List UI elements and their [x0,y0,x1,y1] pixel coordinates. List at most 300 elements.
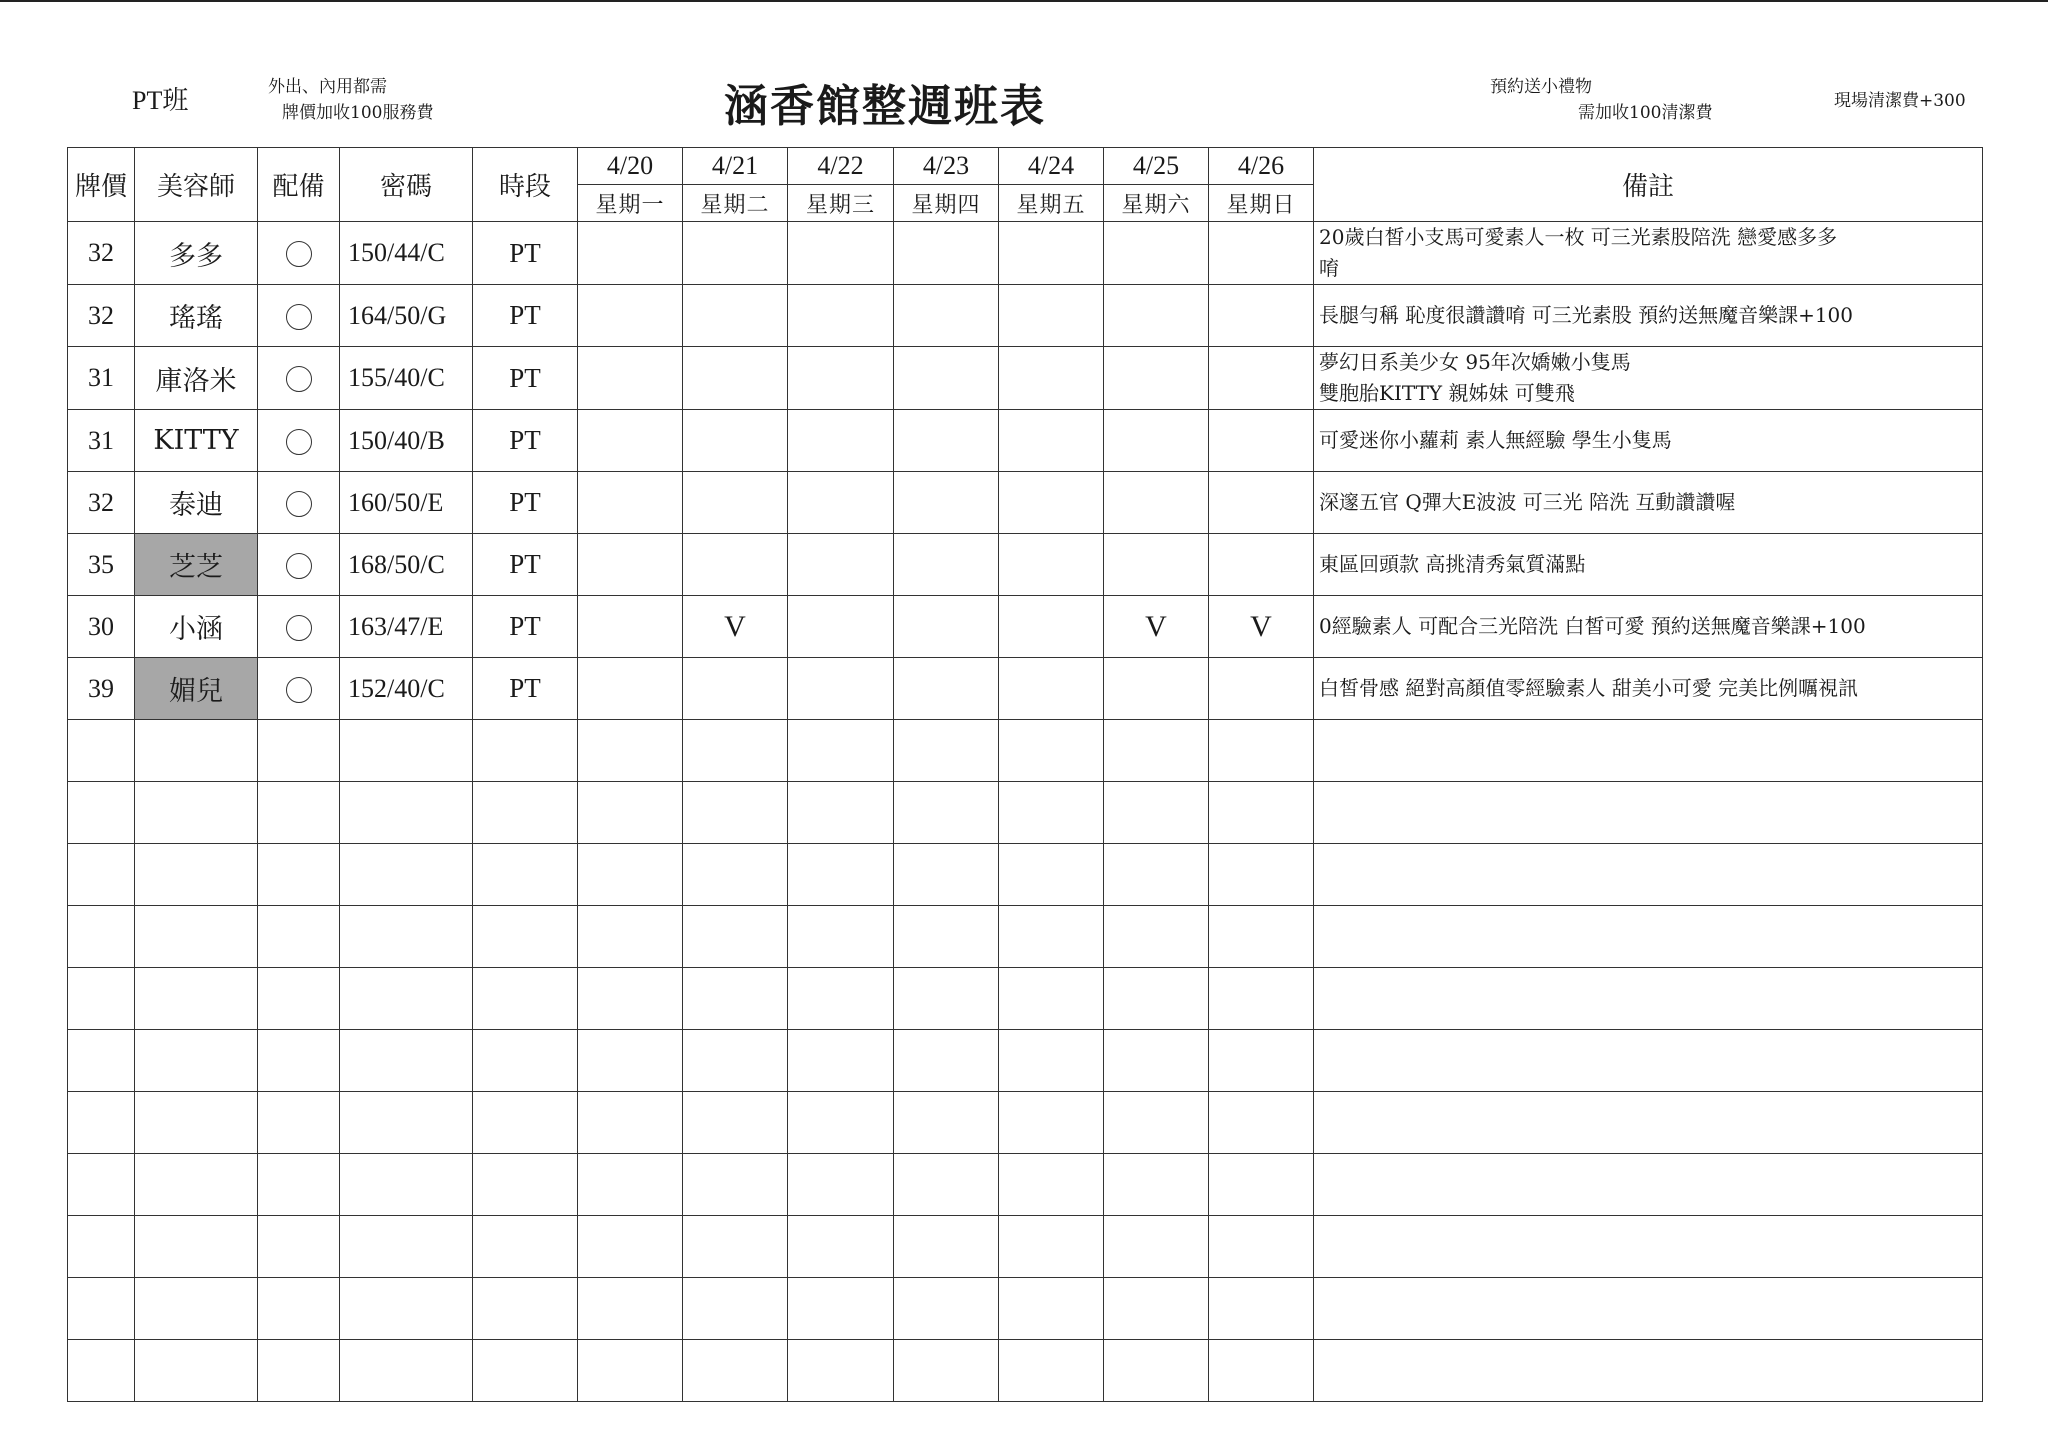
empty-cell [578,1216,683,1278]
remark-line: 唷 [1319,256,1339,280]
price-cell: 32 [68,472,135,534]
remark-cell [1314,347,1983,410]
empty-cell [258,968,340,1030]
day-cell [683,534,788,596]
circle-icon [286,366,312,392]
empty-cell [999,1340,1104,1402]
header-weekday-5: 星期五 [999,185,1104,222]
empty-cell [1314,1030,1983,1092]
empty-cell [1209,1340,1314,1402]
header-date-7: 4/26 [1209,148,1314,185]
empty-table-row [68,1092,1983,1154]
empty-cell [340,1030,473,1092]
empty-cell [1314,968,1983,1030]
price-cell: 32 [68,222,135,285]
empty-cell [1209,1030,1314,1092]
empty-cell [578,1278,683,1340]
service-fee-note-line1: 外出、內用都需 [268,77,387,97]
empty-cell [68,906,135,968]
empty-cell [1104,906,1209,968]
day-cell [1104,534,1209,596]
day-cell [999,534,1104,596]
empty-cell [1209,1278,1314,1340]
empty-cell [788,844,894,906]
remark-cell [1314,285,1983,347]
shift-cell: PT [473,222,578,285]
code-cell: 150/40/B [340,410,473,472]
table-row [68,472,1983,534]
day-cell [788,596,894,658]
day-cell [1209,347,1314,410]
empty-cell [340,968,473,1030]
empty-cell [894,782,999,844]
day-cell [788,472,894,534]
empty-cell [999,1216,1104,1278]
day-cell [683,410,788,472]
shift-cell: PT [473,534,578,596]
empty-cell [473,906,578,968]
empty-cell [1209,1092,1314,1154]
therapist-name: 芝芝 [135,534,258,596]
empty-cell [1314,844,1983,906]
equipment-cell [258,222,340,285]
therapist-name: 瑤瑤 [135,285,258,347]
therapist-name: KITTY [135,410,258,472]
day-cell [1209,472,1314,534]
header-date-1: 4/20 [578,148,683,185]
day-cell [999,347,1104,410]
page-title: 涵香館整週班表 [724,81,1046,132]
empty-cell [1314,906,1983,968]
remark-line: 白皙骨感 絕對高顏值零經驗素人 甜美小可愛 完美比例𡂖視訊 [1319,676,1859,700]
empty-cell [683,720,788,782]
table-row [68,222,1983,285]
empty-cell [68,782,135,844]
empty-cell [1209,1216,1314,1278]
remark-line: 可愛迷你小蘿莉 素人無經驗 學生小隻馬 [1319,428,1672,452]
empty-cell [68,844,135,906]
day-cell [578,285,683,347]
header-weekday-3: 星期三 [788,185,894,222]
empty-cell [68,968,135,1030]
empty-cell [135,1154,258,1216]
empty-cell [788,968,894,1030]
empty-cell [999,1154,1104,1216]
day-cell [894,658,999,720]
empty-cell [894,1030,999,1092]
empty-cell [999,720,1104,782]
empty-cell [258,1216,340,1278]
empty-cell [68,720,135,782]
empty-table-row [68,968,1983,1030]
empty-cell [473,1340,578,1402]
circle-icon [286,553,312,579]
shift-cell: PT [473,410,578,472]
empty-cell [473,1030,578,1092]
day-cell [1104,222,1209,285]
day-cell [788,222,894,285]
day-cell [683,222,788,285]
remark-cell [1314,596,1983,658]
empty-cell [1209,844,1314,906]
equipment-cell [258,410,340,472]
empty-cell [68,1278,135,1340]
empty-cell [135,844,258,906]
header-weekday-6: 星期六 [1104,185,1209,222]
code-cell: 150/44/C [340,222,473,285]
day-cell [578,534,683,596]
empty-cell [578,844,683,906]
shift-class-label: PT班 [132,86,189,115]
code-cell: 168/50/C [340,534,473,596]
empty-cell [894,844,999,906]
day-cell [894,347,999,410]
empty-cell [578,1154,683,1216]
empty-cell [473,1154,578,1216]
circle-icon [286,491,312,517]
empty-cell [578,906,683,968]
header-weekday-2: 星期二 [683,185,788,222]
empty-cell [788,720,894,782]
price-cell: 31 [68,410,135,472]
header-weekday-7: 星期日 [1209,185,1314,222]
header-weekday-1: 星期一 [578,185,683,222]
remark-cell [1314,222,1983,285]
empty-cell [473,1216,578,1278]
empty-cell [340,844,473,906]
empty-cell [683,1092,788,1154]
empty-table-row [68,1030,1983,1092]
remark-cell [1314,658,1983,720]
empty-cell [258,1278,340,1340]
empty-cell [135,1216,258,1278]
empty-cell [683,906,788,968]
empty-cell [340,720,473,782]
empty-cell [1314,1340,1983,1402]
day-cell [894,285,999,347]
price-cell: 31 [68,347,135,410]
circle-icon [286,429,312,455]
empty-cell [135,968,258,1030]
day-cell [788,347,894,410]
empty-cell [578,1092,683,1154]
header-date-4: 4/23 [894,148,999,185]
empty-cell [68,1030,135,1092]
empty-cell [473,968,578,1030]
empty-cell [473,782,578,844]
table-row [68,534,1983,596]
empty-cell [258,782,340,844]
gift-note-line1: 預約送小禮物 [1490,77,1592,97]
empty-cell [683,1030,788,1092]
therapist-name: 多多 [135,222,258,285]
day-cell [683,472,788,534]
remark-line: 夢幻日系美少女 95年次嬌嫩小隻馬 [1319,350,1631,374]
empty-cell [894,1216,999,1278]
cleaning-fee-note: 現場清潔費+300 [1834,91,1966,111]
header-code: 密碼 [340,148,473,222]
empty-table-row [68,906,1983,968]
schedule-body [68,222,1983,1402]
circle-icon [286,677,312,703]
empty-cell [999,844,1104,906]
table-row [68,347,1983,410]
circle-icon [286,304,312,330]
day-cell [1209,658,1314,720]
empty-cell [1104,782,1209,844]
day-cell [894,472,999,534]
table-row [68,285,1983,347]
day-cell [683,658,788,720]
day-cell: V [683,596,788,658]
empty-cell [258,1154,340,1216]
price-cell: 30 [68,596,135,658]
day-cell [1104,658,1209,720]
day-cell [1209,285,1314,347]
therapist-name: 媚兒 [135,658,258,720]
empty-cell [578,1340,683,1402]
empty-cell [578,782,683,844]
day-cell [894,222,999,285]
day-cell [788,658,894,720]
empty-cell [1104,1278,1209,1340]
remark-cell [1314,534,1983,596]
therapist-name: 泰迪 [135,472,258,534]
header-date-3: 4/22 [788,148,894,185]
empty-cell [340,1092,473,1154]
remark-line: 雙胞胎KITTY 親姊妹 可雙飛 [1319,381,1575,405]
empty-cell [135,782,258,844]
empty-table-row [68,720,1983,782]
empty-cell [1209,968,1314,1030]
empty-cell [340,1216,473,1278]
equipment-cell [258,596,340,658]
empty-cell [1104,1030,1209,1092]
empty-table-row [68,1216,1983,1278]
header-date-6: 4/25 [1104,148,1209,185]
day-cell [999,285,1104,347]
day-cell: V [1209,596,1314,658]
shift-cell: PT [473,596,578,658]
top-border-line [0,0,2048,2]
empty-cell [683,1340,788,1402]
day-cell [1209,222,1314,285]
header-shift: 時段 [473,148,578,222]
empty-cell [894,1278,999,1340]
code-cell: 152/40/C [340,658,473,720]
empty-cell [340,1154,473,1216]
empty-cell [340,1340,473,1402]
day-cell [788,285,894,347]
empty-cell [68,1340,135,1402]
therapist-name: 小涵 [135,596,258,658]
header-date-2: 4/21 [683,148,788,185]
empty-cell [1314,720,1983,782]
day-cell [894,410,999,472]
empty-cell [258,720,340,782]
therapist-name: 庫洛米 [135,347,258,410]
empty-cell [683,968,788,1030]
empty-cell [68,1092,135,1154]
day-cell [999,596,1104,658]
empty-cell [258,1092,340,1154]
empty-cell [473,844,578,906]
day-cell [578,410,683,472]
empty-cell [1104,1216,1209,1278]
empty-cell [999,1092,1104,1154]
table-row [68,658,1983,720]
empty-cell [1209,1154,1314,1216]
empty-cell [788,1154,894,1216]
weekly-schedule-table [67,147,1983,1402]
code-cell: 160/50/E [340,472,473,534]
empty-cell [1314,1092,1983,1154]
header-equipment: 配備 [258,148,340,222]
empty-cell [473,1092,578,1154]
empty-cell [1314,1154,1983,1216]
empty-cell [135,1340,258,1402]
empty-cell [1209,906,1314,968]
day-cell [894,596,999,658]
empty-cell [473,1278,578,1340]
empty-cell [68,1216,135,1278]
day-cell [1104,347,1209,410]
shift-cell: PT [473,285,578,347]
gift-note-line2: 需加收100清潔費 [1578,103,1713,123]
day-cell [1104,285,1209,347]
header-weekday-4: 星期四 [894,185,999,222]
empty-cell [1209,782,1314,844]
remark-line: 0經驗素人 可配合三光陪洗 白皙可愛 預約送無魔音樂課+100 [1319,614,1866,638]
day-cell [1104,472,1209,534]
header-price: 牌價 [68,148,135,222]
empty-cell [258,1030,340,1092]
shift-cell: PT [473,347,578,410]
header-remarks: 備註 [1314,148,1983,222]
empty-cell [894,906,999,968]
day-cell [683,347,788,410]
empty-table-row [68,1154,1983,1216]
shift-cell: PT [473,658,578,720]
empty-cell [894,1092,999,1154]
day-cell [578,596,683,658]
empty-cell [1104,1154,1209,1216]
code-cell: 164/50/G [340,285,473,347]
day-cell [1209,534,1314,596]
empty-cell [578,720,683,782]
empty-cell [1104,1092,1209,1154]
empty-cell [683,1216,788,1278]
equipment-cell [258,658,340,720]
day-cell [788,410,894,472]
empty-cell [135,1278,258,1340]
empty-table-row [68,844,1983,906]
remark-line: 20歲白皙小支馬可愛素人一枚 可三光素股陪洗 戀愛感多多 [1319,225,1838,249]
day-cell: V [1104,596,1209,658]
empty-cell [1314,1216,1983,1278]
code-cell: 163/47/E [340,596,473,658]
empty-table-row [68,1278,1983,1340]
day-cell [788,534,894,596]
empty-cell [1104,1340,1209,1402]
empty-cell [894,1154,999,1216]
empty-cell [1104,720,1209,782]
empty-cell [683,1278,788,1340]
price-cell: 39 [68,658,135,720]
day-cell [578,658,683,720]
empty-cell [135,720,258,782]
remark-cell [1314,410,1983,472]
empty-cell [473,720,578,782]
empty-cell [999,906,1104,968]
price-cell: 35 [68,534,135,596]
empty-cell [999,1030,1104,1092]
empty-cell [135,1092,258,1154]
empty-cell [894,720,999,782]
empty-cell [258,844,340,906]
empty-cell [788,1216,894,1278]
header-date-5: 4/24 [999,148,1104,185]
empty-cell [999,1278,1104,1340]
empty-cell [1209,720,1314,782]
empty-cell [1104,844,1209,906]
empty-cell [135,906,258,968]
empty-cell [340,906,473,968]
day-cell [578,347,683,410]
price-cell: 32 [68,285,135,347]
equipment-cell [258,347,340,410]
empty-cell [999,968,1104,1030]
equipment-cell [258,285,340,347]
empty-cell [894,1340,999,1402]
header-therapist: 美容師 [135,148,258,222]
empty-cell [683,844,788,906]
day-cell [999,658,1104,720]
empty-cell [1104,968,1209,1030]
shift-cell: PT [473,472,578,534]
empty-cell [894,968,999,1030]
empty-cell [258,1340,340,1402]
day-cell [999,222,1104,285]
day-cell [999,472,1104,534]
empty-cell [135,1030,258,1092]
empty-cell [578,1030,683,1092]
remark-cell [1314,472,1983,534]
empty-cell [788,1092,894,1154]
day-cell [999,410,1104,472]
empty-cell [258,906,340,968]
empty-cell [683,782,788,844]
empty-table-row [68,782,1983,844]
day-cell [1209,410,1314,472]
empty-cell [999,782,1104,844]
table-row [68,596,1983,658]
empty-cell [788,1030,894,1092]
empty-cell [340,782,473,844]
empty-table-row [68,1340,1983,1402]
empty-cell [1314,1278,1983,1340]
equipment-cell [258,472,340,534]
code-cell: 155/40/C [340,347,473,410]
circle-icon [286,241,312,267]
empty-cell [788,782,894,844]
day-cell [578,472,683,534]
remark-line: 東區回頭款 高挑清秀氣質滿點 [1319,552,1586,576]
day-cell [683,285,788,347]
table-row [68,410,1983,472]
equipment-cell [258,534,340,596]
remark-line: 長腿勻稱 恥度很讚讚唷 可三光素股 預約送無魔音樂課+100 [1319,303,1854,327]
